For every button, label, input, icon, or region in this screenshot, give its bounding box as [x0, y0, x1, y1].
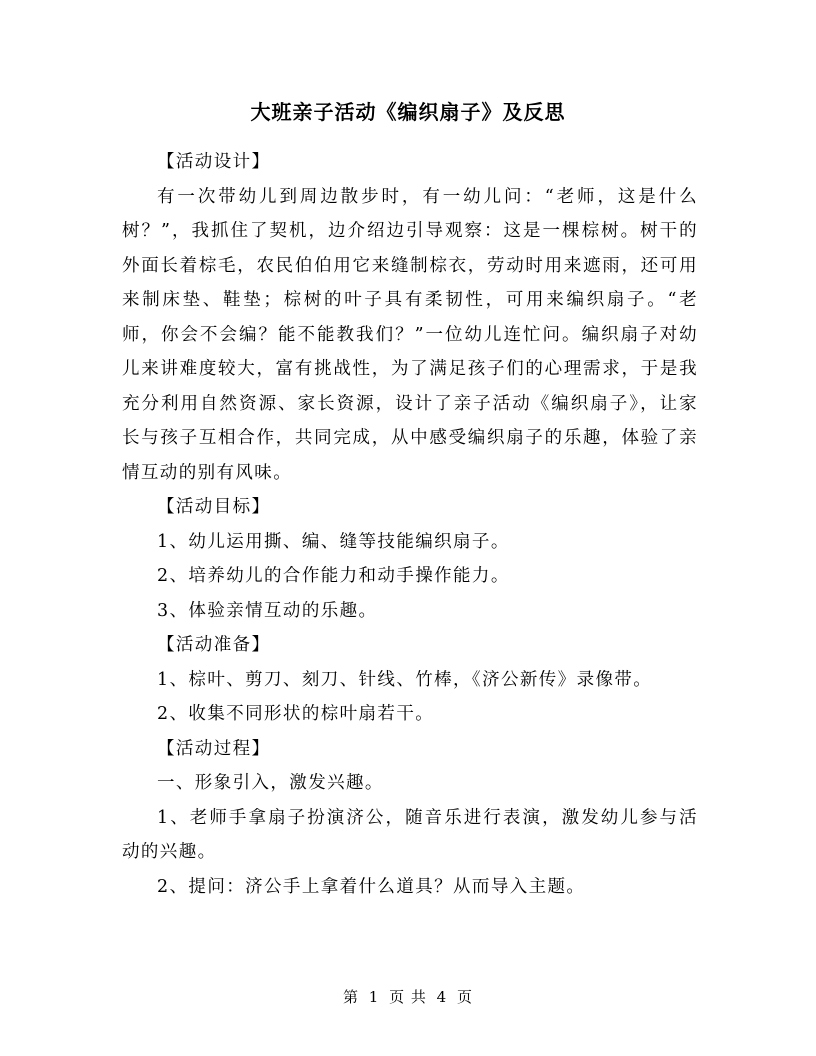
prep-item-1: 1、棕叶、剪刀、刻刀、针线、竹棒，《济公新传》录像带。: [157, 669, 653, 690]
document-body: [122, 145, 698, 904]
prep-item-2: 2、收集不同形状的棕叶扇若干。: [157, 704, 435, 724]
goal-item-1: 1、幼儿运用撕、编、缝等技能编织扇子。: [157, 531, 510, 552]
footer-page-total: 4: [436, 988, 448, 1006]
process-step-1: 一、形象引入，激发兴趣。: [157, 773, 384, 793]
goal-item-2: 2、培养幼儿的合作能力和动手操作能力。: [157, 566, 510, 586]
section-heading-process: 【活动过程】: [157, 738, 271, 759]
section-heading-prep: 【活动准备】: [157, 635, 271, 655]
section-heading-goals: 【活动目标】: [157, 497, 271, 517]
footer-suffix: 页: [457, 988, 474, 1006]
process-item-1-2: 2、提问：济公手上拿着什么道具？从而导入主题。: [157, 876, 586, 897]
footer-page-current: 1: [368, 988, 380, 1006]
process-item-1-1: 1、老师手拿扇子扮演济公，随音乐进行表演，激发幼儿参与活动的兴趣。: [122, 807, 698, 862]
paragraph-design: 有一次带幼儿到周边散步时，有一幼儿问：“老师，这是什么树？”，我抓住了契机，边介绍边引导观察：这是一棵棕树。树干的外面长着棕毛，农民伯伯用它来缝制棕衣，劳动时用来遮雨，还可用来制床垫、鞋垫；棕树的叶子具有柔韧性，可用来编织扇子。“老师，你会不会编？能不能教我们？”一位幼儿连忙问。编织扇子对幼儿来讲难度较大，富有挑战性，为了满足孩子们的心理需求，于是我充分利用自然资源、家长资源，设计了亲子活动《编织扇子》，让家长与孩子互相合作，共同完成，从中感受编织扇子的乐趣，体验了亲情互动的别有风味。: [122, 186, 698, 483]
page-footer: [0, 986, 816, 1007]
footer-mid: 页 共: [389, 988, 427, 1006]
document-title: 大班亲子活动《编织扇子》及反思: [250, 100, 566, 124]
section-heading-design: 【活动设计】: [157, 152, 271, 172]
goal-item-3: 3、体验亲情互动的乐趣。: [157, 600, 378, 621]
footer-prefix: 第: [342, 988, 359, 1006]
